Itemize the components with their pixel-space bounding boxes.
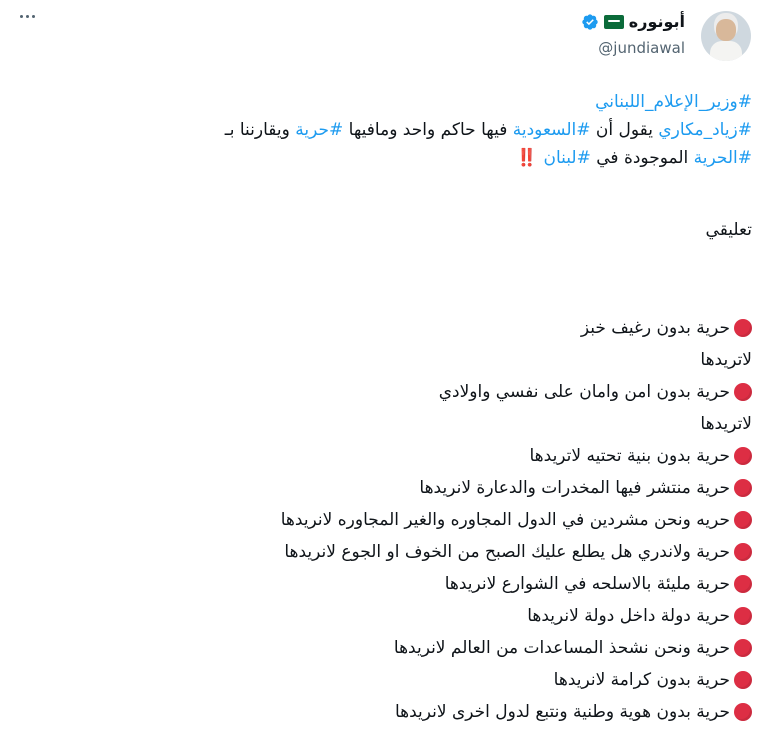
red-circle-icon: [734, 575, 752, 593]
list-item: [22, 472, 752, 504]
tweet-line-1: [22, 88, 752, 116]
freedom-list: [22, 312, 752, 728]
list-item: [22, 568, 752, 600]
red-circle-icon: [734, 479, 752, 497]
comment-label: تعليقي: [705, 220, 752, 240]
hashtag-link[interactable]: #زياد_مكاري: [658, 120, 752, 140]
list-item-text: حرية دولة داخل دولة لانريدها: [527, 606, 730, 626]
tweet-header: [0, 0, 768, 80]
red-circle-icon: [734, 703, 752, 721]
list-item-text: لاتريدها: [700, 350, 752, 370]
tweet-text-segment: يقول أن: [590, 120, 659, 140]
author-name-row[interactable]: [581, 12, 685, 31]
list-item: [22, 312, 752, 344]
tweet-text: [22, 88, 752, 728]
tweet-text-segment: الموجودة في: [590, 148, 694, 168]
author-display-name[interactable]: أبونوره: [628, 12, 685, 31]
list-item-text: حرية مليئة بالاسلحه في الشوارع لانريدها: [444, 574, 730, 594]
red-circle-icon: [734, 511, 752, 529]
list-item: [22, 632, 752, 664]
avatar[interactable]: [701, 11, 751, 61]
more-options-icon[interactable]: [12, 6, 42, 26]
tweet-text-segment: ويقارننا بـ: [224, 120, 296, 140]
tweet-line-2: [22, 116, 752, 144]
list-item-text: حرية بدون كرامة لانريدها: [553, 670, 730, 690]
red-circle-icon: [734, 639, 752, 657]
red-circle-icon: [734, 383, 752, 401]
double-exclamation-icon: ‼️: [516, 148, 544, 168]
verified-badge-icon: [581, 13, 599, 31]
hashtag-link[interactable]: #لبنان: [543, 148, 591, 168]
spacer: [22, 172, 752, 216]
list-item: [22, 504, 752, 536]
list-item: [22, 376, 752, 408]
list-item: [22, 664, 752, 696]
red-circle-icon: [734, 319, 752, 337]
tweet-line-3: [22, 144, 752, 172]
list-item-text: حرية ونحن نشحذ المساعدات من العالم لانريدها: [393, 638, 730, 658]
hashtag-link[interactable]: #وزير_الإعلام_اللبناني: [595, 92, 752, 112]
list-item: [22, 536, 752, 568]
hashtag-link[interactable]: #الحرية: [693, 148, 752, 168]
tweet-text-segment: فيها حاكم واحد ومافيها: [343, 120, 513, 140]
list-item: [22, 600, 752, 632]
list-item-text: حرية بدون بنية تحتيه لاتريدها: [529, 446, 730, 466]
saudi-flag-icon: [604, 15, 624, 29]
list-item-text: حرية بدون هوية وطنية ونتبع لدول اخرى لانريدها: [394, 702, 730, 722]
red-circle-icon: [734, 607, 752, 625]
list-item-text: حريه ونحن مشردين في الدول المجاوره والغير المجاوره لانريدها: [280, 510, 730, 530]
list-item-text: حرية منتشر فيها المخدرات والدعارة لانريدها: [419, 478, 730, 498]
list-item-text: حرية ولاندري هل يطلع عليك الصبح من الخوف او الجوع لانريدها: [284, 542, 730, 562]
list-item: [22, 440, 752, 472]
list-item-text: لاتريدها: [700, 414, 752, 434]
list-item-text: حرية بدون امن وامان على نفسي واولادي: [438, 382, 730, 402]
red-circle-icon: [734, 447, 752, 465]
author-handle[interactable]: @jundiawal: [598, 39, 685, 57]
red-circle-icon: [734, 671, 752, 689]
spacer: [22, 244, 752, 312]
list-item: [22, 696, 752, 728]
list-item-text: حرية بدون رغيف خبز: [580, 318, 730, 338]
hashtag-link[interactable]: #السعودية: [512, 120, 591, 140]
hashtag-link[interactable]: #حرية: [295, 120, 344, 140]
red-circle-icon: [734, 543, 752, 561]
